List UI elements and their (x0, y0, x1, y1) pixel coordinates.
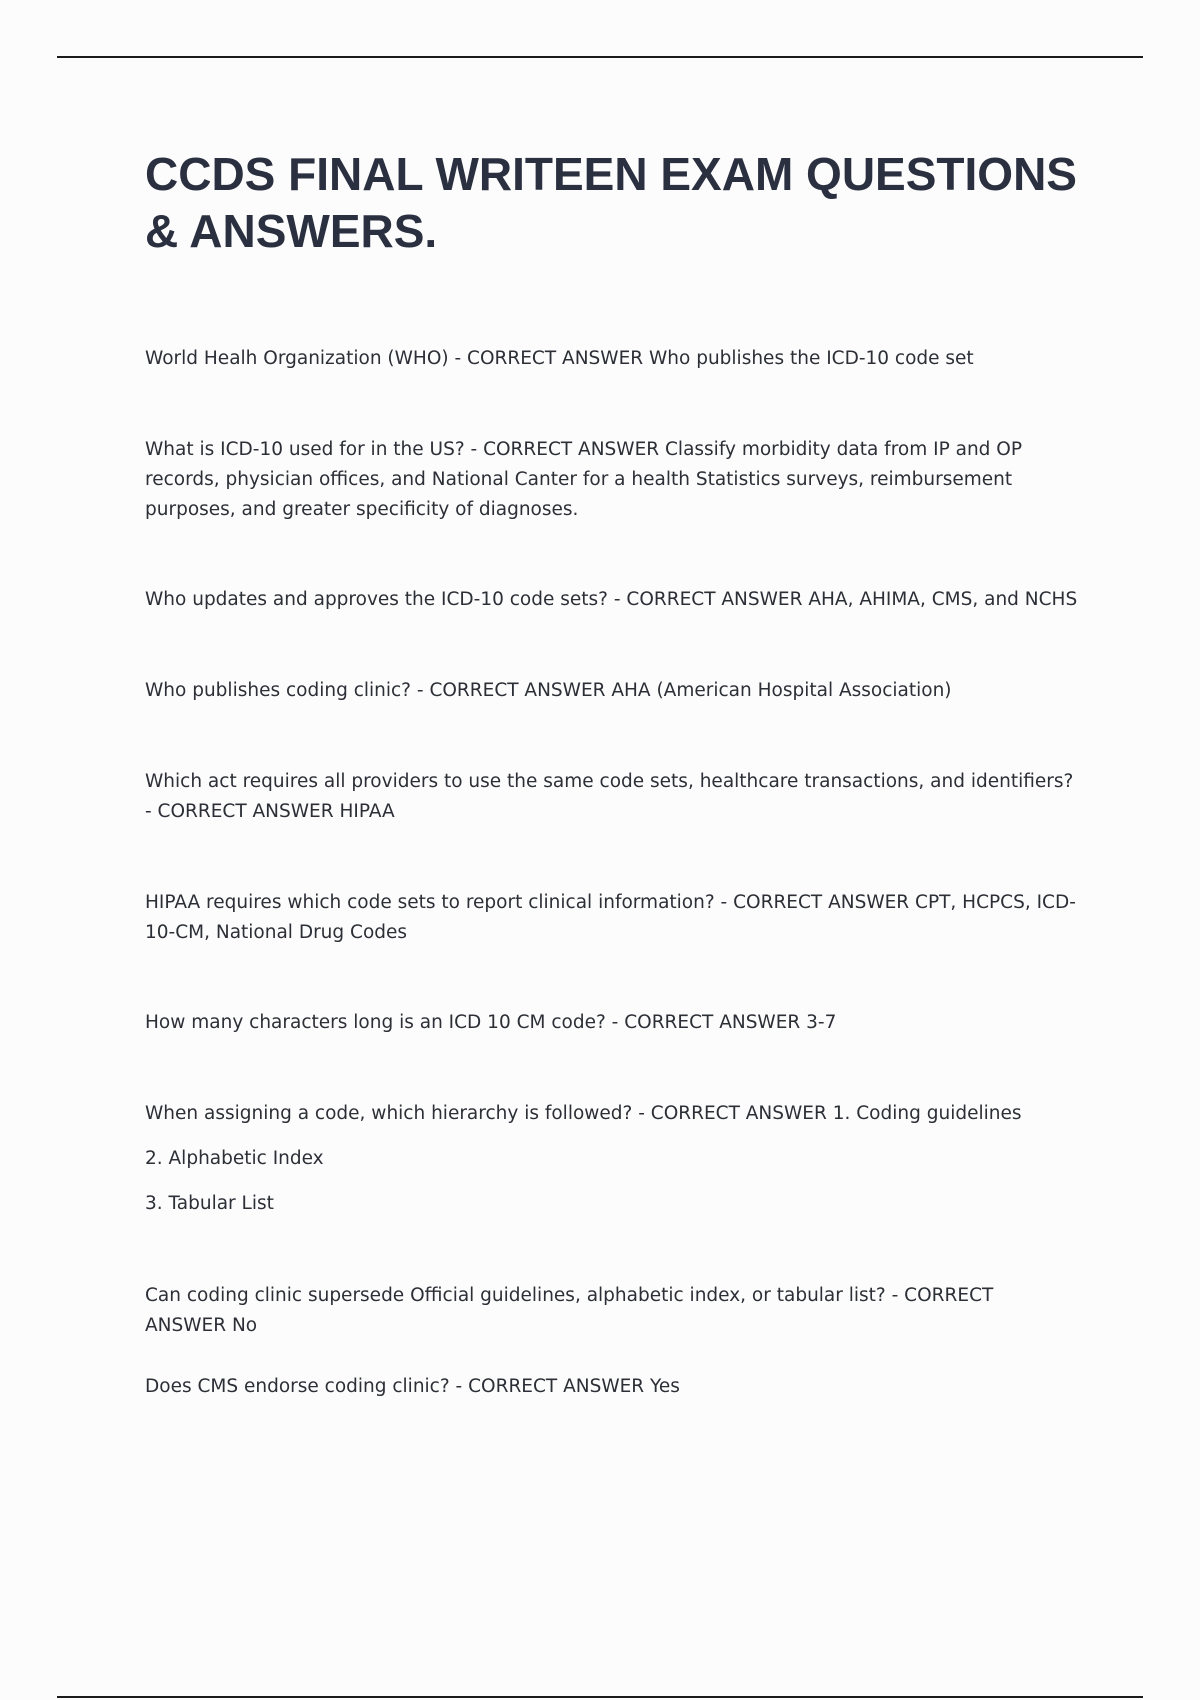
qa-item (145, 1372, 1080, 1402)
qa-item (145, 1099, 1080, 1219)
qa-text: When assigning a code, which hierarchy is followed? - CORRECT ANSWER 1. Coding guidelines (145, 1103, 1022, 1124)
qa-subline: 3. Tabular List (145, 1193, 274, 1214)
qa-item (145, 767, 1080, 827)
top-rule (57, 56, 1143, 58)
qa-text: How many characters long is an ICD 10 CM code? - CORRECT ANSWER 3-7 (145, 1012, 837, 1033)
qa-text: What is ICD-10 used for in the US? - CORRECT ANSWER Classify morbidity data from IP and OP records, physician offices, and National Canter for a health Statistics surveys, reimbursement purposes, and greater specificity of diagnoses. (145, 439, 1023, 520)
document-title: CCDS FINAL WRITEEN EXAM QUESTIONS & ANSWERS. (145, 148, 1077, 257)
qa-item (145, 435, 1080, 525)
qa-text: Can coding clinic supersede Official guidelines, alphabetic index, or tabular list? - CORRECT ANSWER No (145, 1285, 994, 1336)
qa-text: Who publishes coding clinic? - CORRECT ANSWER AHA (American Hospital Association) (145, 680, 952, 701)
qa-text: Does CMS endorse coding clinic? - CORRECT ANSWER Yes (145, 1376, 680, 1397)
qa-item (145, 676, 1080, 706)
qa-item (145, 1008, 1080, 1038)
qa-item (145, 585, 1080, 615)
qa-item (145, 888, 1080, 948)
qa-text: Who updates and approves the ICD-10 code sets? - CORRECT ANSWER AHA, AHIMA, CMS, and NCHS (145, 589, 1078, 610)
qa-subline: 2. Alphabetic Index (145, 1148, 324, 1169)
qa-text: Which act requires all providers to use the same code sets, healthcare transactions, and identifiers? - CORRECT ANSWER HIPAA (145, 771, 1074, 822)
qa-item (145, 1281, 1080, 1341)
bottom-rule (57, 1696, 1143, 1698)
qa-item (145, 344, 1080, 374)
qa-text: HIPAA requires which code sets to report clinical information? - CORRECT ANSWER CPT, HCPCS, ICD-10-CM, National Drug Codes (145, 892, 1076, 943)
qa-text: World Healh Organization (WHO) - CORRECT ANSWER Who publishes the ICD-10 code set (145, 348, 974, 369)
